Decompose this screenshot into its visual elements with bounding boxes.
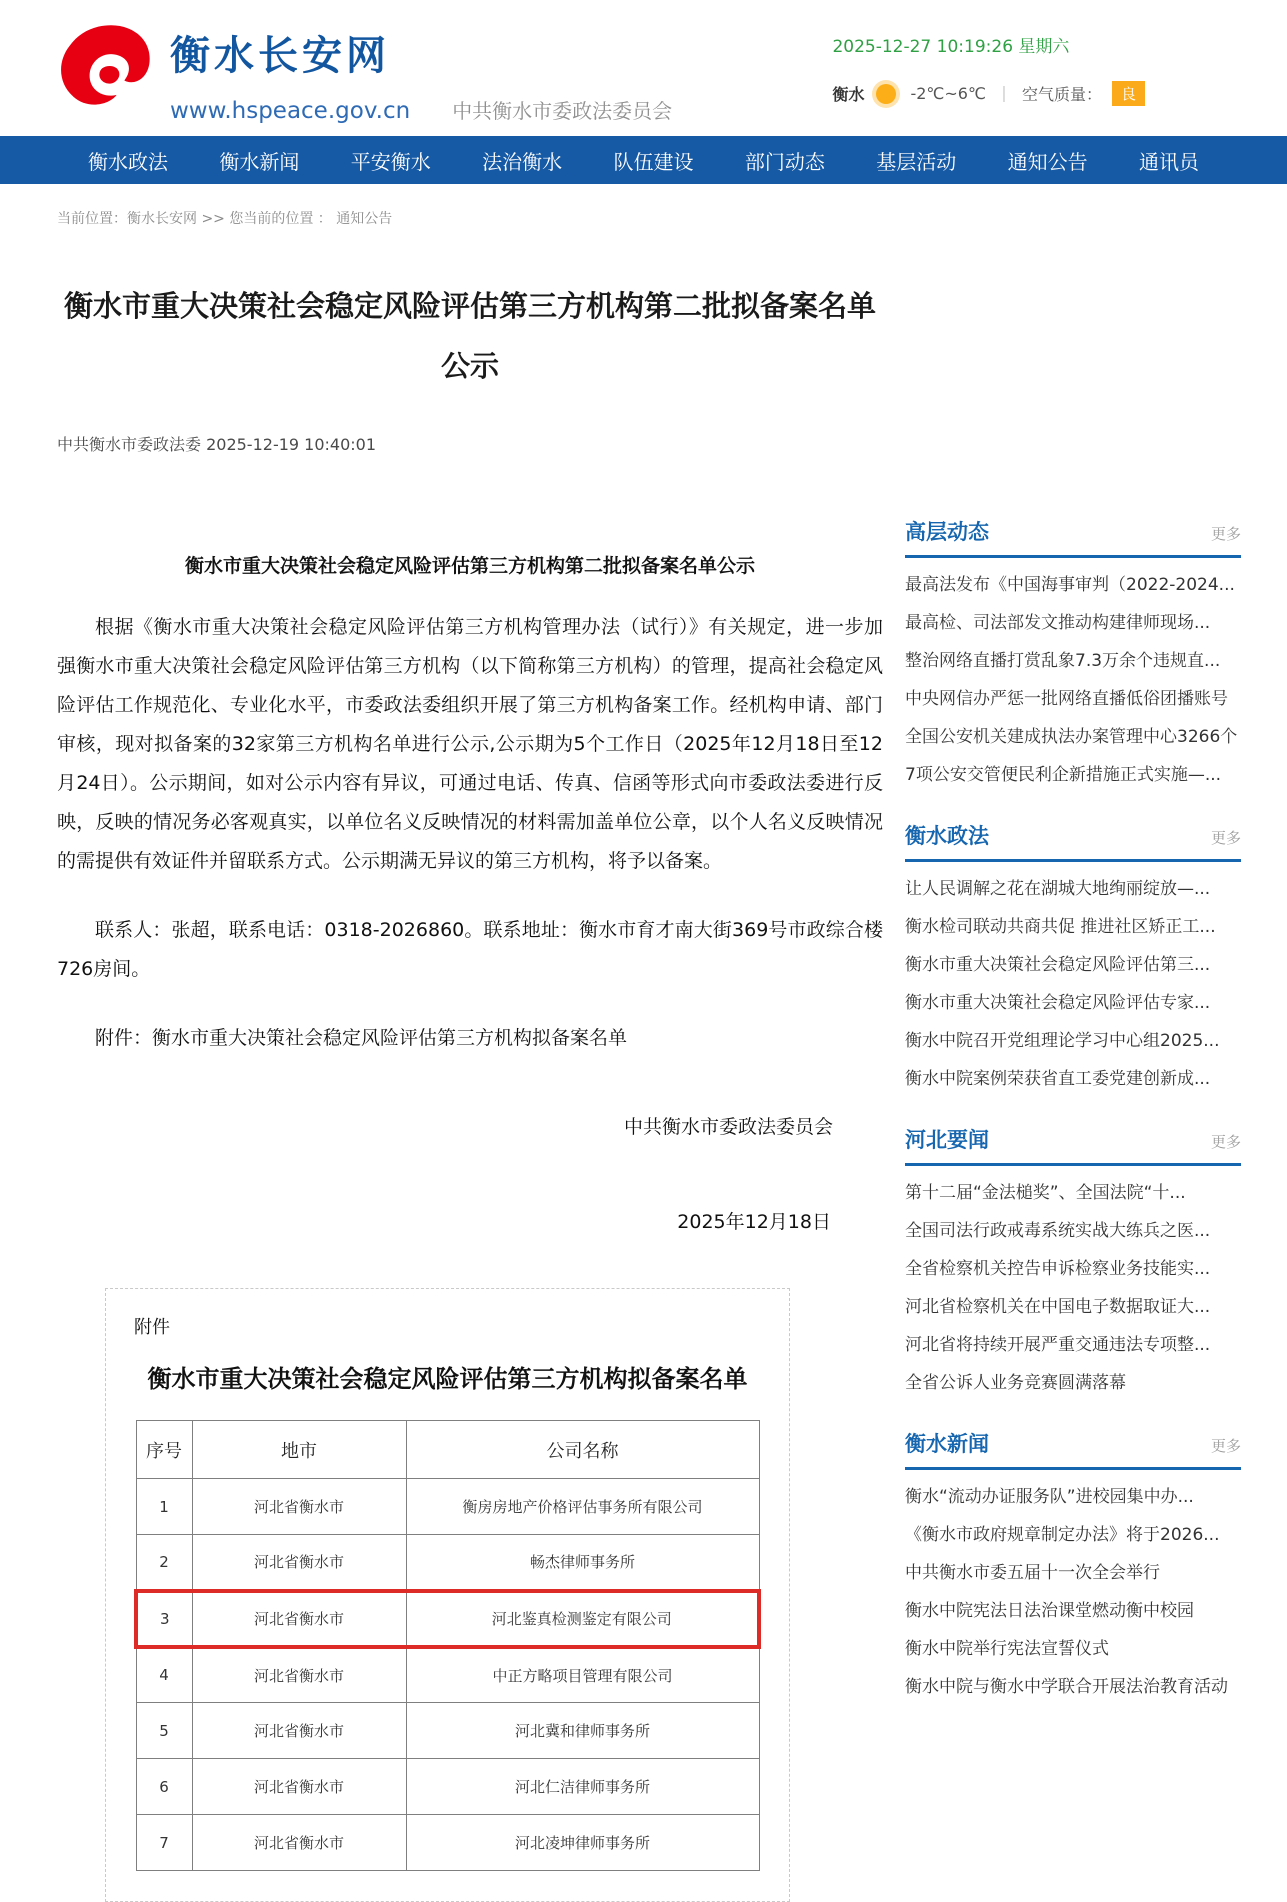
sidebar-section bbox=[905, 1124, 1241, 1402]
weather-city: 衡水 bbox=[832, 85, 865, 104]
news-link[interactable]: 全省公诉人业务竞赛圆满落幕 bbox=[905, 1373, 1126, 1393]
page-title-line1: 衡水市重大决策社会稳定风险评估第三方机构第二批拟备案名单 bbox=[63, 289, 876, 323]
section-underline bbox=[905, 859, 1241, 862]
nav-item[interactable]: 法治衡水 bbox=[482, 149, 563, 174]
article-meta: 中共衡水市委政法委 2025-12-19 10:40:01 bbox=[57, 435, 377, 454]
section-underline bbox=[905, 1163, 1241, 1166]
article-paragraph-contact: 联系人：张超，联系电话：0318-2026860。联系地址：衡水市育才南大街369号市政综合楼726房间。 bbox=[57, 919, 883, 980]
sidebar-section bbox=[905, 820, 1241, 1098]
weather-separator: ｜ bbox=[995, 85, 1012, 104]
article-sign-date: 2025年12月18日 bbox=[677, 1211, 831, 1233]
table-cell: 畅杰律师事务所 bbox=[406, 1535, 759, 1591]
table-row bbox=[136, 1591, 759, 1647]
site-url[interactable]: www.hspeace.gov.cn bbox=[170, 98, 411, 124]
page-title-line2: 公示 bbox=[440, 349, 499, 383]
table-row bbox=[136, 1759, 759, 1815]
table-cell: 河北冀和律师事务所 bbox=[406, 1703, 759, 1759]
article-attachment-line: 附件：衡水市重大决策社会稳定风险评估第三方机构拟备案名单 bbox=[95, 1027, 628, 1049]
weather-temperature: -2℃~6℃ bbox=[910, 84, 986, 103]
current-datetime: 2025-12-27 10:19:26 星期六 bbox=[832, 37, 1070, 57]
sidebar bbox=[905, 516, 1241, 1902]
table-row bbox=[136, 1535, 759, 1591]
table-cell: 河北省衡水市 bbox=[192, 1647, 406, 1703]
news-link[interactable]: 衡水“流动办证服务队”进校园集中办... bbox=[905, 1487, 1194, 1507]
news-link[interactable]: 让人民调解之花在湖城大地绚丽绽放—... bbox=[905, 879, 1211, 899]
table-header-row bbox=[136, 1421, 759, 1479]
news-link[interactable]: 衡水中院宪法日法治课堂燃动衡中校园 bbox=[905, 1601, 1194, 1621]
table-cell: 河北省衡水市 bbox=[192, 1479, 406, 1535]
site-header bbox=[0, 0, 1287, 136]
page-title bbox=[57, 276, 883, 396]
sidebar-section-title: 高层动态 bbox=[905, 520, 989, 544]
table-row bbox=[136, 1703, 759, 1759]
air-quality-badge: 良 bbox=[1112, 81, 1145, 106]
more-link[interactable]: 更多 bbox=[1210, 1133, 1241, 1151]
sidebar-section-title: 河北要闻 bbox=[905, 1128, 989, 1152]
sidebar-section-title: 衡水新闻 bbox=[905, 1432, 989, 1456]
table-cell: 河北省衡水市 bbox=[192, 1591, 406, 1647]
news-link[interactable]: 衡水市重大决策社会稳定风险评估专家... bbox=[905, 993, 1211, 1013]
nav-item[interactable]: 基层活动 bbox=[876, 149, 957, 174]
table-cell: 5 bbox=[136, 1703, 192, 1759]
attachment-table-title: 衡水市重大决策社会稳定风险评估第三方机构拟备案名单 bbox=[147, 1365, 748, 1393]
news-link[interactable]: 中共衡水市委五届十一次全会举行 bbox=[905, 1563, 1160, 1583]
table-cell: 7 bbox=[136, 1815, 192, 1871]
nav-item[interactable]: 通知公告 bbox=[1007, 149, 1088, 174]
news-link[interactable]: 衡水检司联动共商共促 推进社区矫正工... bbox=[905, 917, 1216, 937]
air-quality-label: 空气质量： bbox=[1021, 85, 1102, 104]
news-link[interactable]: 河北省将持续开展严重交通违法专项整... bbox=[905, 1335, 1211, 1355]
more-link[interactable]: 更多 bbox=[1210, 829, 1241, 847]
table-cell: 衡房房地产价格评估事务所有限公司 bbox=[406, 1479, 759, 1535]
article-body-heading: 衡水市重大决策社会稳定风险评估第三方机构第二批拟备案名单公示 bbox=[184, 555, 755, 577]
table-row bbox=[136, 1479, 759, 1535]
section-underline bbox=[905, 1467, 1241, 1470]
article-signature: 中共衡水市委政法委员会 bbox=[623, 1116, 833, 1138]
news-link[interactable]: 全国司法行政戒毒系统实战大练兵之医... bbox=[905, 1221, 1211, 1241]
news-link[interactable]: 7项公安交管便民利企新措施正式实施—... bbox=[905, 765, 1222, 785]
news-link[interactable]: 全省检察机关控告申诉检察业务技能实... bbox=[905, 1259, 1211, 1279]
news-link[interactable]: 中央网信办严惩一批网络直播低俗团播账号 bbox=[905, 689, 1228, 709]
table-cell: 3 bbox=[136, 1591, 192, 1647]
news-link[interactable]: 第十二届“金法槌奖”、全国法院“十... bbox=[905, 1183, 1186, 1203]
table-column-header: 地市 bbox=[192, 1421, 406, 1479]
main-nav bbox=[0, 136, 1287, 184]
sidebar-section bbox=[905, 516, 1241, 794]
table-cell: 河北省衡水市 bbox=[192, 1703, 406, 1759]
breadcrumb: 当前位置：衡水长安网 >> 您当前的位置 ： 通知公告 bbox=[57, 211, 393, 227]
attachment-box bbox=[105, 1288, 790, 1902]
table-cell: 河北仁洁律师事务所 bbox=[406, 1759, 759, 1815]
table-cell: 河北省衡水市 bbox=[192, 1535, 406, 1591]
table-row bbox=[136, 1815, 759, 1871]
table-cell: 河北省衡水市 bbox=[192, 1759, 406, 1815]
table-cell: 河北鉴真检测鉴定有限公司 bbox=[406, 1591, 759, 1647]
news-link[interactable]: 《衡水市政府规章制定办法》将于2026... bbox=[905, 1525, 1220, 1545]
nav-item[interactable]: 队伍建设 bbox=[613, 149, 694, 174]
news-link[interactable]: 最高法发布《中国海事审判（2022-2024... bbox=[905, 575, 1235, 595]
site-title: 衡水长安网 bbox=[170, 33, 390, 79]
news-link[interactable]: 衡水中院召开党组理论学习中心组2025... bbox=[905, 1031, 1220, 1051]
table-cell: 中正方略项目管理有限公司 bbox=[406, 1647, 759, 1703]
article bbox=[57, 276, 883, 1902]
site-organization: 中共衡水市委政法委员会 bbox=[452, 99, 673, 123]
news-link[interactable]: 最高检、司法部发文推动构建律师现场... bbox=[905, 613, 1211, 633]
sidebar-section-title: 衡水政法 bbox=[905, 824, 989, 848]
news-link[interactable]: 整治网络直播打赏乱象7.3万余个违规直... bbox=[905, 651, 1221, 671]
news-link[interactable]: 衡水中院案例荣获省直工委党建创新成... bbox=[905, 1069, 1211, 1089]
nav-item[interactable]: 衡水新闻 bbox=[219, 149, 300, 174]
sidebar-section bbox=[905, 1428, 1241, 1706]
nav-item[interactable]: 通讯员 bbox=[1139, 149, 1199, 174]
table-cell: 6 bbox=[136, 1759, 192, 1815]
table-column-header: 序号 bbox=[136, 1421, 192, 1479]
article-paragraph: 根据《衡水市重大决策社会稳定风险评估第三方机构管理办法（试行）》有关规定，进一步加强衡水市重大决策社会稳定风险评估第三方机构（以下简称第三方机构）的管理，提高社会稳定风险评估工作规范化、专业化水平，市委政法委组织开展了第三方机构备案工作。经机构申请、部门审核，现对拟备案的32家第三方机构名单进行公示,公示期为5个工作日（2025年12月18日至12月24日）。公示期间，如对公示内容有异议，可通过电话、传真、信函等形式向市委政法委进行反映，反映的情况务必客观真实，以单位名义反映情况的材料需加盖单位公章，以个人名义反映情况的需提供有效证件并留联系方式。公示期满无异议的第三方机构，将予以备案。 bbox=[57, 616, 883, 872]
news-link[interactable]: 衡水市重大决策社会稳定风险评估第三... bbox=[905, 955, 1211, 975]
news-link[interactable]: 衡水中院举行宪法宣誓仪式 bbox=[905, 1639, 1109, 1659]
table-row bbox=[136, 1647, 759, 1703]
section-underline bbox=[905, 555, 1241, 558]
news-link[interactable]: 河北省检察机关在中国电子数据取证大... bbox=[905, 1297, 1211, 1317]
roster-table bbox=[134, 1420, 761, 1871]
more-link[interactable]: 更多 bbox=[1210, 1437, 1241, 1455]
site-logo-icon bbox=[60, 24, 156, 110]
news-link[interactable]: 衡水中院与衡水中学联合开展法治教育活动 bbox=[905, 1677, 1228, 1697]
nav-item[interactable]: 衡水政法 bbox=[88, 149, 168, 174]
nav-item[interactable]: 平安衡水 bbox=[350, 149, 431, 174]
attachment-label: 附件 bbox=[134, 1317, 170, 1338]
table-cell: 4 bbox=[136, 1647, 192, 1703]
table-cell: 河北省衡水市 bbox=[192, 1815, 406, 1871]
news-link[interactable]: 全国公安机关建成执法办案管理中心3266个 bbox=[905, 727, 1238, 747]
table-column-header: 公司名称 bbox=[406, 1421, 759, 1479]
table-cell: 2 bbox=[136, 1535, 192, 1591]
table-cell: 1 bbox=[136, 1479, 192, 1535]
nav-item[interactable]: 部门动态 bbox=[744, 149, 825, 174]
sun-icon bbox=[876, 84, 896, 104]
more-link[interactable]: 更多 bbox=[1210, 525, 1241, 543]
table-cell: 河北凌坤律师事务所 bbox=[406, 1815, 759, 1871]
weather-bar bbox=[832, 81, 1145, 106]
